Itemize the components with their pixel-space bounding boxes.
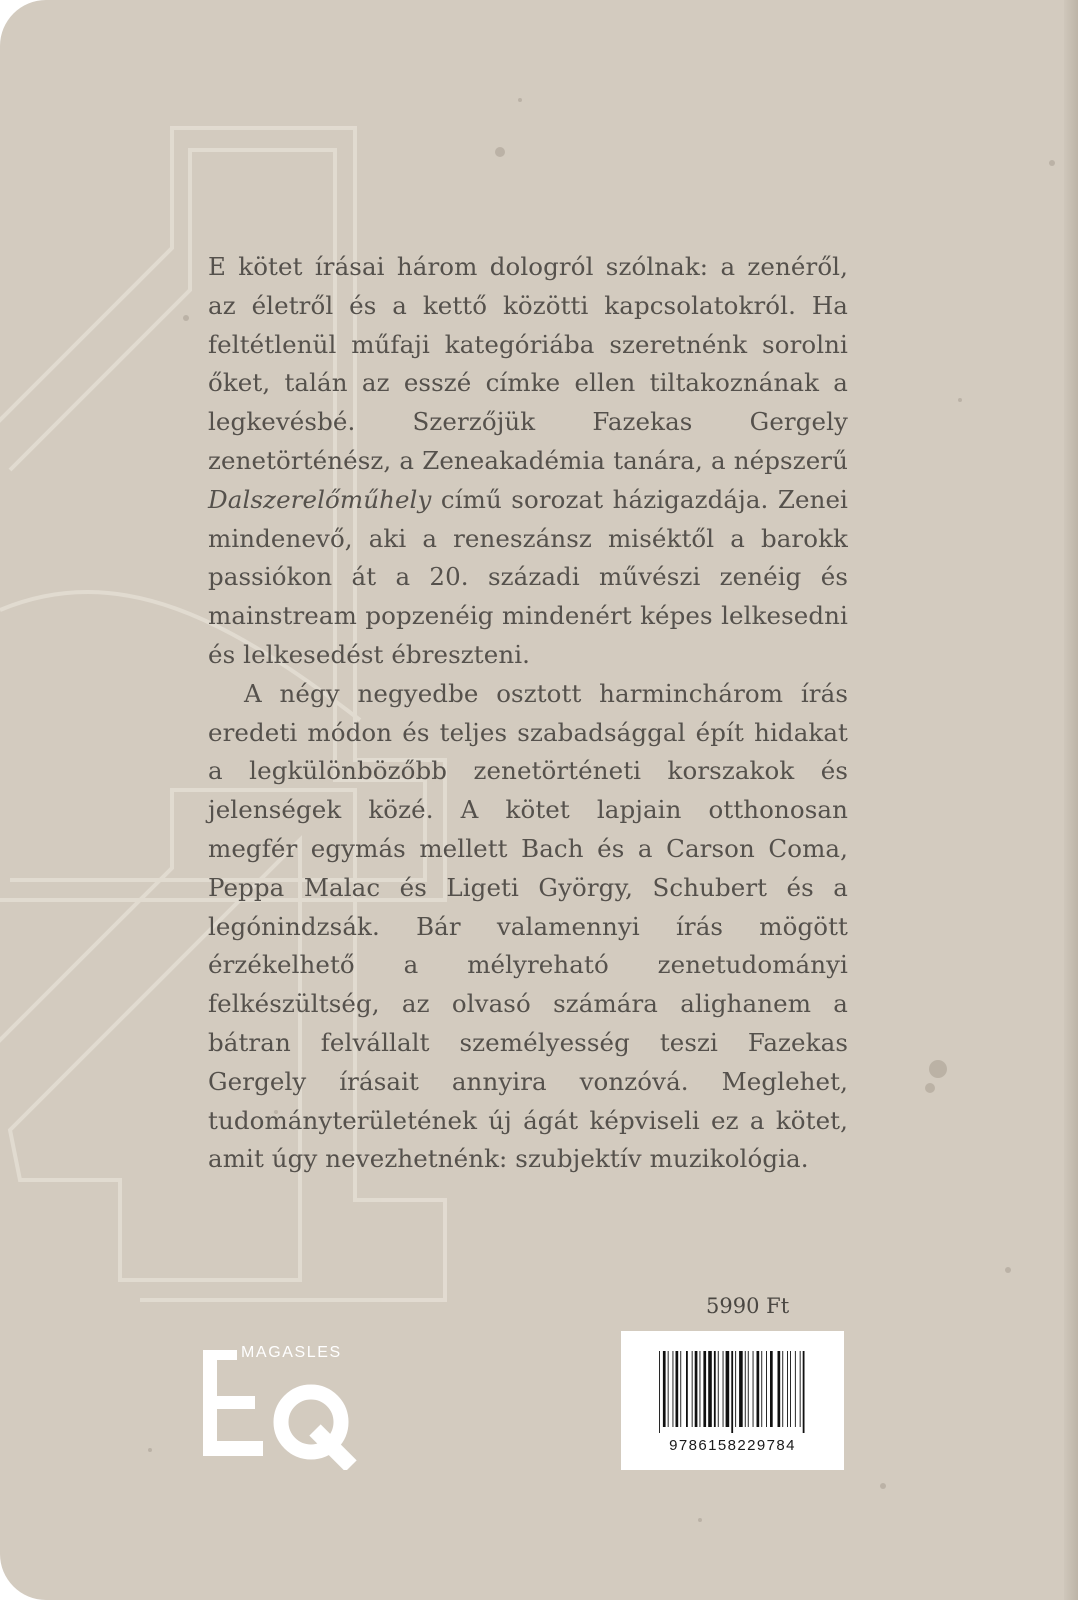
blurb-paragraph-1-part-b: című sorozat házigazdája. Zenei mindenevő, aki a reneszánsz miséktől a barokk passiókon át a 20. századi művészi zenéig és mainstream popzenéig mindenért képes lelkesedni és lelkesedést ébreszteni. — [208, 484, 848, 669]
barcode-bar — [782, 1351, 783, 1427]
barcode-bar — [714, 1351, 716, 1427]
barcode-bars — [657, 1351, 808, 1433]
barcode-bar — [731, 1351, 733, 1433]
barcode-bar — [795, 1351, 796, 1427]
isbn-barcode — [621, 1331, 844, 1470]
blurb-paragraph-2: A négy negyedbe osztott harminchárom írás eredeti módon és teljes szabadsággal épít hidakat a legkülönbözőbb zenetörténeti korszakok és jelenségek közé. A kötet lapjain otthonosan megfér egymás mellett Bach és a Carson Coma, Peppa Malac és Ligeti György, Schubert és a legónindzsák. Bár valamennyi írás mögött érzékelhető a mélyreható zenetudományi felkészültség, az olvasó számára alighanem a bátran felvállalt személyesség teszi Fazekas Gergely írásait annyira vonzóvá. Meglehet, tudományterületének új ágát képviseli ez a kötet, amit úgy nevezhetnénk: szubjektív muzikológia. — [208, 678, 848, 1174]
barcode-bar — [778, 1351, 781, 1427]
barcode-bar — [726, 1351, 730, 1427]
price-label: 5990 Ft — [706, 1294, 790, 1318]
barcode-bar — [770, 1351, 773, 1427]
barcode-bar — [695, 1351, 698, 1427]
blurb-text — [208, 248, 848, 1179]
barcode-bar — [739, 1351, 743, 1427]
barcode-bar — [723, 1351, 724, 1427]
barcode-bar — [686, 1351, 688, 1427]
publisher-name: MAGASLES — [241, 1344, 342, 1361]
barcode-bar — [676, 1351, 679, 1427]
barcode-bar — [708, 1351, 712, 1427]
barcode-bar — [803, 1351, 805, 1433]
barcode-bar — [703, 1351, 706, 1427]
barcode-bar — [766, 1351, 767, 1427]
barcode-bar — [745, 1351, 746, 1427]
publisher-logo — [203, 1344, 373, 1470]
barcode-bar — [673, 1351, 674, 1427]
barcode-bar — [800, 1351, 801, 1427]
barcode-bar — [668, 1351, 669, 1427]
barcode-bar — [757, 1351, 760, 1427]
barcode-bar — [680, 1351, 681, 1427]
barcode-bar — [718, 1351, 719, 1427]
blurb-paragraph-1 — [208, 248, 848, 675]
series-title: Dalszerelőműhely — [208, 484, 432, 514]
barcode-bar — [761, 1351, 762, 1427]
cover-edge-shadow — [1064, 0, 1078, 1600]
barcode-bar — [790, 1351, 791, 1427]
barcode-bar — [700, 1351, 701, 1427]
barcode-bar — [748, 1351, 749, 1427]
publisher-logo-eq-mark — [203, 1344, 373, 1470]
barcode-bar — [692, 1351, 693, 1427]
barcode-bar — [787, 1351, 788, 1427]
barcode-digits: 9786158229784 — [669, 1437, 796, 1454]
barcode-bar — [659, 1351, 660, 1433]
barcode-bar — [663, 1351, 666, 1427]
blurb-paragraph-1-part-a: E kötet írásai három dologról szólnak: a zenéről, az életről és a kettő közötti kapcsolatokról. Ha feltétlenül műfaji kategóriába szeretnénk sorolni őket, talán az esszé címke ellen tiltakoznának a legkevésbé. Szerzőjük Fazekas Gergely zenetörténész, a Zeneakadémia tanára, a népszerű — [208, 252, 848, 475]
barcode-bar — [753, 1351, 754, 1427]
barcode-bar — [735, 1351, 736, 1427]
